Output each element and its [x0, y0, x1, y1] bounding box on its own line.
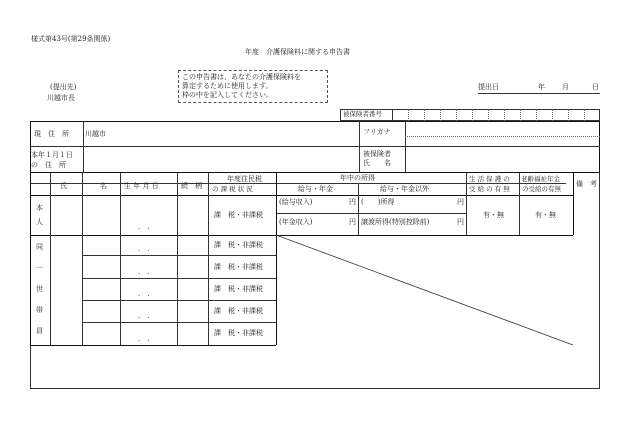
month-label: 月 — [562, 83, 569, 91]
submit-date-label: 提出日 — [478, 83, 499, 91]
birthdate-dots[interactable]: . . — [138, 223, 150, 231]
birthdate-dots[interactable]: . . — [138, 335, 150, 343]
digit-divider — [504, 109, 505, 121]
col-div-10 — [573, 173, 574, 235]
address-mid-divider — [359, 121, 360, 173]
notice-line-1: この申告書は、あなたの介護保険料を — [182, 73, 301, 81]
day-label: 日 — [592, 83, 599, 91]
hh-bottom-line — [30, 345, 276, 346]
self-income-mid — [276, 213, 466, 214]
col-other-than: 給与・年金以外 — [380, 185, 429, 193]
current-address-label: 現 住 所 — [34, 130, 69, 138]
tax-status-option[interactable]: 課 税・非課税 — [214, 211, 263, 219]
birthdate-dots[interactable]: . . — [138, 312, 150, 320]
digit-divider — [536, 109, 537, 121]
row-hh-5: 員 — [36, 327, 43, 335]
hh-row-line-2 — [82, 278, 276, 279]
tax-status-option[interactable]: 課 税・非課税 — [214, 329, 263, 337]
address-block — [30, 121, 600, 173]
header-bottom-line — [30, 195, 573, 196]
tax-status-option[interactable]: 課 税・非課税 — [214, 241, 263, 249]
col-welfare-2: 受 給 の 有 無 — [469, 185, 510, 193]
digit-divider — [568, 109, 569, 121]
digit-divider — [424, 109, 425, 121]
submit-to-value: 川越市長 — [47, 94, 75, 102]
digit-divider — [440, 109, 441, 121]
col-salary-pension: 給与・年金 — [298, 185, 333, 193]
col-elderly-2: の受給の有無 — [522, 185, 561, 193]
yen-unit: 円 — [457, 218, 464, 226]
digit-divider — [408, 109, 409, 121]
digit-divider — [520, 109, 521, 121]
tax-status-option[interactable]: 課 税・非課税 — [214, 307, 263, 315]
jan1-address-label-2: の 住 所 — [31, 161, 66, 169]
row-hh-4: 帯 — [36, 306, 43, 314]
col-div-2 — [82, 173, 83, 345]
insured-number-label: 被保険者番号 — [343, 110, 382, 118]
col-name-2: 名 — [100, 182, 107, 190]
other-income-label: ( )所得 — [361, 198, 395, 206]
col-div-4 — [177, 173, 178, 345]
col-div-1 — [50, 173, 51, 345]
tax-status-option[interactable]: 課 税・非課税 — [214, 263, 263, 271]
birthdate-dots[interactable]: . . — [138, 290, 150, 298]
address-right-divider — [405, 121, 406, 173]
yen-unit: 円 — [349, 218, 356, 226]
current-address-value[interactable]: 川越市 — [85, 130, 106, 138]
birthdate-dots[interactable]: . . — [138, 245, 150, 253]
header-subline — [276, 183, 566, 184]
digit-divider — [456, 109, 457, 121]
digit-divider — [472, 109, 473, 121]
salary-income-label: (給与収入) — [279, 198, 313, 206]
yen-unit: 円 — [349, 198, 356, 206]
col-div-3 — [120, 173, 121, 345]
col-div-5 — [208, 173, 209, 345]
col-relation: 続 柄 — [181, 182, 202, 190]
birthdate-dots[interactable]: . . — [138, 268, 150, 276]
table-left-border — [30, 173, 31, 345]
form-title: 年度 介護保険料に関する申告書 — [245, 48, 350, 56]
notice-line-2: 算定するために使用します。 — [182, 82, 273, 90]
col-income: 年中の所得 — [340, 174, 375, 182]
row-self-2: 人 — [36, 218, 43, 226]
col-name-1: 氏 — [60, 182, 67, 190]
digit-divider — [552, 109, 553, 121]
col-tax-status-1: 年度住民税 — [227, 175, 262, 183]
address-label-divider — [83, 121, 84, 173]
tax-status-option[interactable]: 課 税・非課税 — [214, 285, 263, 293]
notice-box — [178, 70, 328, 103]
welfare-yes-no[interactable]: 有・無 — [483, 211, 504, 219]
col-div-8 — [466, 173, 467, 235]
insured-name-label-2: 氏 名 — [363, 159, 391, 167]
col-elderly-1: 老齢福祉年金 — [521, 175, 560, 183]
digit-divider — [488, 109, 489, 121]
col-remarks: 備 考 — [576, 180, 597, 188]
submit-date-underline — [478, 93, 600, 94]
hh-row-line-3 — [82, 300, 276, 301]
hh-row-line-4 — [82, 322, 276, 323]
col-tax-status-2: の 課 税 状 況 — [212, 185, 253, 193]
transfer-income-label: 譲渡所得(特別控除前) — [361, 218, 430, 226]
digit-divider — [584, 109, 585, 121]
insured-name-label-1: 被保険者 — [363, 150, 391, 158]
col-div-9 — [519, 173, 520, 235]
elderly-pension-yes-no[interactable]: 有・無 — [535, 211, 556, 219]
jan1-address-label-1: 本年１月１日 — [31, 151, 73, 159]
pension-income-label: (年金収入) — [279, 218, 313, 226]
hh-row-line-1 — [82, 255, 276, 256]
notice-line-3: 枠の中を記入してください。 — [182, 91, 273, 99]
household-income-strike — [276, 235, 574, 346]
col-birthdate: 生 年 月 日 — [124, 182, 159, 190]
row-hh-1: 同 — [36, 243, 43, 251]
year-label: 年 — [538, 83, 545, 91]
row-self-1: 本 — [36, 204, 43, 212]
yen-unit: 円 — [457, 198, 464, 206]
divider — [392, 109, 393, 121]
row-hh-2: 一 — [36, 264, 43, 272]
furigana-dotted — [405, 136, 600, 137]
col-welfare-1: 生 活 保 護 の — [469, 175, 510, 183]
form-number: 様式第43号(第29条関係) — [31, 35, 111, 43]
row-hh-3: 世 — [36, 285, 43, 293]
furigana-label: フリガナ — [363, 128, 391, 136]
submit-to-label: (提出先) — [50, 83, 77, 91]
address-row-divider — [30, 146, 600, 147]
col-div-7 — [358, 183, 359, 235]
